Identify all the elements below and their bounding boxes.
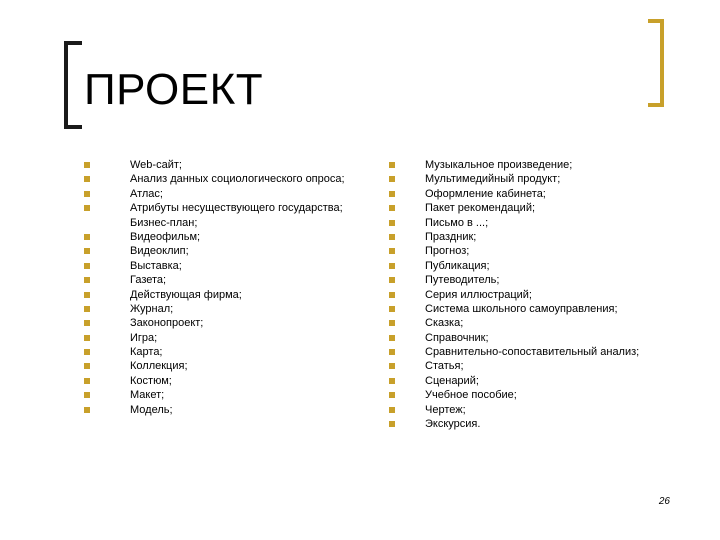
square-bullet-icon: [389, 320, 395, 326]
square-bullet-icon: [389, 176, 395, 182]
list-item-text: Статья;: [425, 360, 464, 373]
square-bullet-icon: [84, 335, 90, 341]
list-item-text: Выставка;: [130, 259, 182, 272]
list-item-text: Атлас;: [130, 187, 163, 200]
list-item-text: Прогноз;: [425, 245, 470, 258]
title-bracket-right: [648, 19, 664, 107]
list-item-text: Коллекция;: [130, 360, 188, 373]
list-item: [389, 345, 689, 359]
list-item: [389, 302, 689, 316]
list-item: [389, 230, 689, 244]
list-item-text: Путеводитель;: [425, 274, 500, 287]
square-bullet-icon: [84, 306, 90, 312]
square-bullet-icon: [84, 320, 90, 326]
list-item: [84, 172, 384, 186]
square-bullet-icon: [84, 162, 90, 168]
list-item-text: Модель;: [130, 403, 173, 416]
list-item: [84, 388, 384, 402]
square-bullet-icon: [84, 363, 90, 369]
list-item-text: Атрибуты несуществующего государства;: [130, 202, 343, 215]
list-item: [389, 216, 689, 230]
list-item: [389, 201, 689, 215]
list-item: [389, 417, 689, 431]
list-item: [84, 359, 384, 373]
list-item-text: Праздник;: [425, 230, 477, 243]
list-item-text: Сравнительно-сопоставительный анализ;: [425, 346, 640, 359]
square-bullet-icon: [389, 292, 395, 298]
list-item-text: Чертеж;: [425, 403, 466, 416]
square-bullet-icon: [389, 306, 395, 312]
list-item-text: Серия иллюстраций;: [425, 288, 532, 301]
list-item: [84, 374, 384, 388]
list-item-text: Костюм;: [130, 374, 172, 387]
list-item-text: Оформление кабинета;: [425, 187, 546, 200]
square-bullet-icon: [389, 363, 395, 369]
list-item: [84, 403, 384, 417]
square-bullet-icon: [84, 292, 90, 298]
list-item-text: Сказка;: [425, 317, 464, 330]
list-item: [389, 403, 689, 417]
square-bullet-icon: [84, 205, 90, 211]
list-item: [84, 259, 384, 273]
list-item: [84, 201, 384, 215]
list-item-text: Журнал;: [130, 302, 174, 315]
list-item: [389, 244, 689, 258]
list-item: [84, 345, 384, 359]
square-bullet-icon: [389, 349, 395, 355]
list-item-text: Карта;: [130, 346, 163, 359]
list-item-text: Система школьного самоуправления;: [425, 302, 618, 315]
project-list-left: [84, 158, 384, 417]
slide-title: ПРОЕКТ: [84, 65, 264, 114]
list-item: [84, 230, 384, 244]
list-item-text: Видеофильм;: [130, 230, 201, 243]
list-item: [389, 331, 689, 345]
square-bullet-icon: [84, 349, 90, 355]
list-item-text: Газета;: [130, 274, 167, 287]
project-list-right: [389, 158, 689, 431]
list-item-text: Мультимедийный продукт;: [425, 173, 561, 186]
square-bullet-icon: [389, 378, 395, 384]
square-bullet-icon: [84, 176, 90, 182]
list-item-text: Справочник;: [425, 331, 489, 344]
list-item-text: Видеоклип;: [130, 245, 189, 258]
list-item: [84, 244, 384, 258]
page-number: 26: [658, 496, 670, 507]
list-item-text: Сценарий;: [425, 374, 479, 387]
square-bullet-icon: [389, 248, 395, 254]
list-item: [389, 288, 689, 302]
list-item-text: Действующая фирма;: [130, 288, 242, 301]
list-item-text: Письмо в ...;: [425, 216, 489, 229]
square-bullet-icon: [84, 191, 90, 197]
list-item: [84, 216, 384, 230]
square-bullet-icon: [389, 335, 395, 341]
list-item-text: Макет;: [130, 389, 165, 402]
list-item-text: Бизнес-план;: [130, 216, 198, 229]
list-item: [84, 302, 384, 316]
square-bullet-icon: [84, 248, 90, 254]
list-item: [84, 187, 384, 201]
list-item: [84, 288, 384, 302]
title-bracket-left: [64, 41, 82, 129]
list-item-text: Игра;: [130, 331, 158, 344]
list-item-text: Публикация;: [425, 259, 490, 272]
square-bullet-icon: [389, 407, 395, 413]
list-item: [389, 187, 689, 201]
square-bullet-icon: [84, 263, 90, 269]
list-item-text: Музыкальное произведение;: [425, 159, 573, 171]
list-item: [389, 259, 689, 273]
square-bullet-icon: [84, 407, 90, 413]
square-bullet-icon: [389, 162, 395, 168]
square-bullet-icon: [389, 205, 395, 211]
list-item: [84, 316, 384, 330]
list-item-text: Web-сайт;: [130, 159, 182, 171]
square-bullet-icon: [389, 220, 395, 226]
list-item: [389, 374, 689, 388]
square-bullet-icon: [389, 392, 395, 398]
square-bullet-icon: [389, 191, 395, 197]
list-item: [389, 359, 689, 373]
square-bullet-icon: [84, 378, 90, 384]
list-item: [389, 158, 689, 172]
list-item: [84, 331, 384, 345]
list-item: [389, 273, 689, 287]
square-bullet-icon: [84, 277, 90, 283]
square-bullet-icon: [389, 263, 395, 269]
square-bullet-icon: [389, 421, 395, 427]
list-item-text: Законопроект;: [130, 317, 204, 330]
list-item: [389, 388, 689, 402]
square-bullet-icon: [84, 234, 90, 240]
list-item-text: Экскурсия.: [425, 418, 481, 431]
list-item-text: Анализ данных социологического опроса;: [130, 173, 345, 186]
list-item: [389, 172, 689, 186]
list-item: [84, 158, 384, 172]
square-bullet-icon: [389, 234, 395, 240]
list-item-text: Учебное пособие;: [425, 389, 517, 402]
square-bullet-icon: [389, 277, 395, 283]
list-item: [389, 316, 689, 330]
list-item: [84, 273, 384, 287]
list-item-text: Пакет рекомендаций;: [425, 202, 536, 215]
square-bullet-icon: [84, 392, 90, 398]
